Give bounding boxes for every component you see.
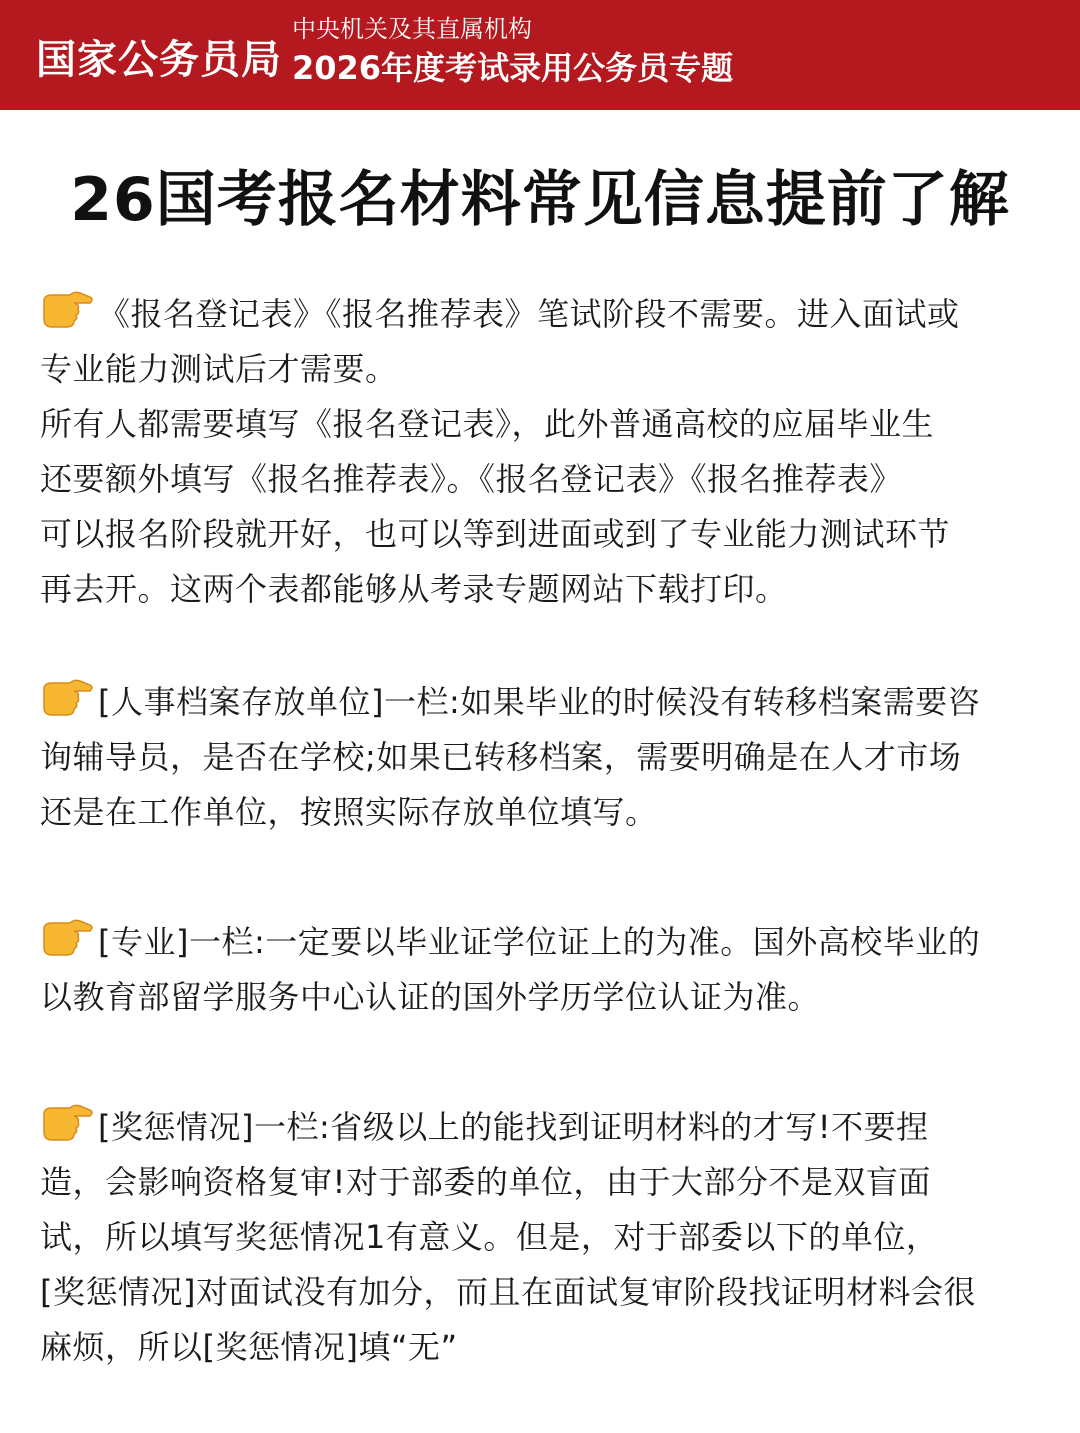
section-line: 专业能力测试后才需要。 <box>40 350 398 388</box>
section-line: 还要额外填写《报名推荐表》。《报名登记表》《报名推荐表》 <box>40 460 903 498</box>
section-line: [奖惩情况]对面试没有加分，而且在面试复审阶段找证明材料会很 <box>40 1273 976 1311</box>
section-line: 试，所以填写奖惩情况1有意义。但是，对于部委以下的单位， <box>40 1218 939 1256</box>
section-line <box>40 675 1045 730</box>
section-rewards-penalties <box>40 1100 1045 1375</box>
section-line-text: [人事档案存放单位]一栏:如果毕业的时候没有转移档案需要咨 <box>98 683 981 721</box>
section-line <box>40 1100 1045 1155</box>
agency-name: 国家公务员局 <box>36 37 282 83</box>
header-subtitle-line2: 2026年度考试录用公务员专题 <box>292 49 734 87</box>
section-line: 可以报名阶段就开好，也可以等到进面或到了专业能力测试环节 <box>40 515 951 553</box>
section-major <box>40 915 1045 1025</box>
header-banner <box>0 0 1080 110</box>
section-line <box>40 287 1045 342</box>
backhand-index-pointing-right-icon <box>40 675 94 719</box>
backhand-index-pointing-right-icon <box>40 915 94 959</box>
section-line-text: [奖惩情况]一栏:省级以上的能找到证明材料的才写!不要捏 <box>98 1108 929 1146</box>
section-line: 造，会影响资格复审!对于部委的单位，由于大部分不是双盲面 <box>40 1163 931 1201</box>
section-line: 询辅导员，是否在学校;如果已转移档案，需要明确是在人才市场 <box>40 738 962 776</box>
section-line-text: [专业]一栏:一定要以毕业证学位证上的为准。国外高校毕业的 <box>98 923 981 961</box>
section-personnel-file <box>40 675 1045 840</box>
backhand-index-pointing-right-icon <box>40 1100 94 1144</box>
header-subtitle-line1: 中央机关及其直属机构 <box>292 15 532 43</box>
backhand-index-pointing-right-icon <box>40 287 94 331</box>
section-line: 再去开。这两个表都能够从考录专题网站下载打印。 <box>40 570 788 608</box>
section-registration-forms <box>40 287 1045 617</box>
section-line: 麻烦，所以[奖惩情况]填“无” <box>40 1328 458 1366</box>
section-line <box>40 915 1045 970</box>
section-line: 以教育部留学服务中心认证的国外学历学位认证为准。 <box>40 978 821 1016</box>
section-line-text: 《报名登记表》《报名推荐表》笔试阶段不需要。进入面试或 <box>98 295 960 333</box>
page-title: 26国考报名材料常见信息提前了解 <box>70 165 1010 235</box>
section-line: 还是在工作单位，按照实际存放单位填写。 <box>40 793 658 831</box>
header-subtitle <box>292 12 733 90</box>
section-line: 所有人都需要填写《报名登记表》，此外普通高校的应届毕业生 <box>40 405 935 443</box>
